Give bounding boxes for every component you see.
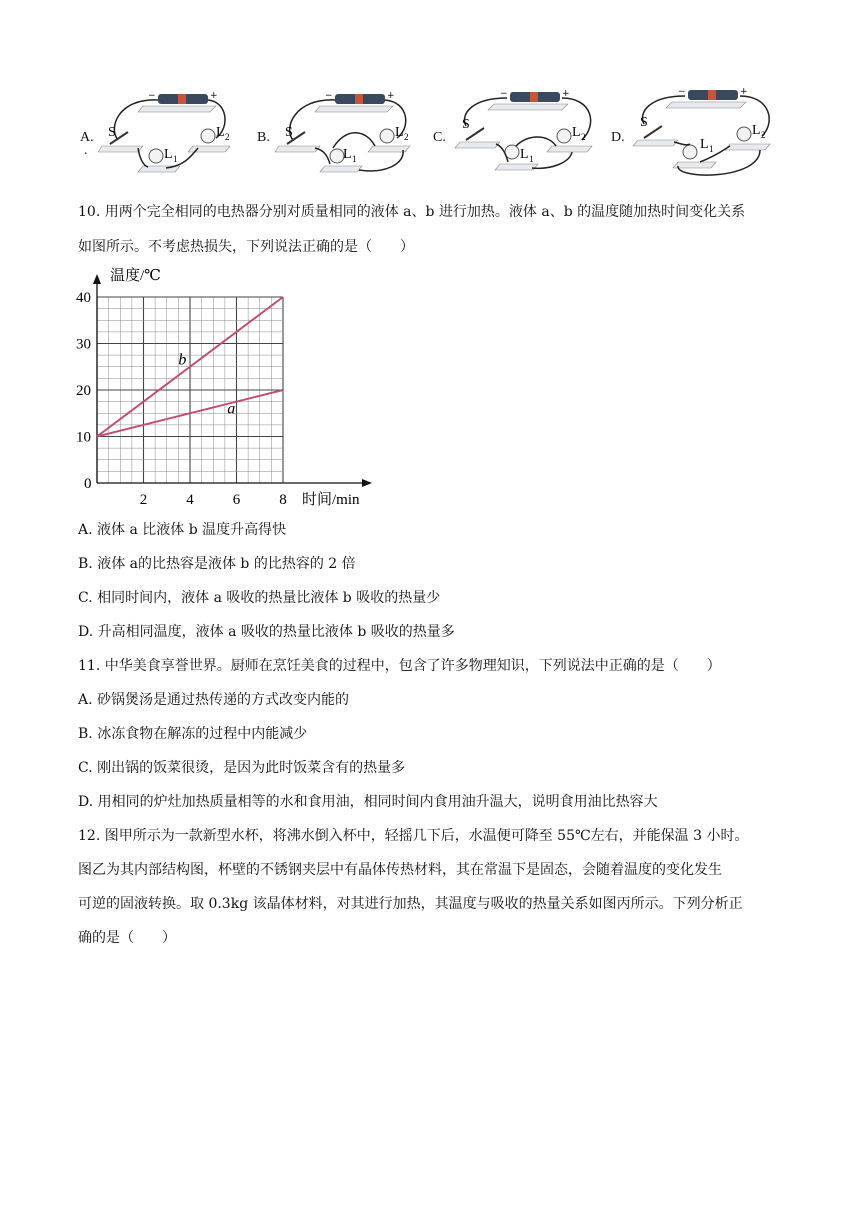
q12-line4: 确的是（ ） bbox=[78, 930, 176, 946]
minus-sign: − bbox=[325, 91, 333, 101]
chart-ticks bbox=[76, 290, 287, 508]
temperature-time-chart bbox=[72, 262, 382, 510]
y-axis-arrow bbox=[93, 274, 101, 284]
minus-sign: − bbox=[678, 87, 686, 97]
lamp1-label: L bbox=[700, 137, 709, 152]
circuit-diagram-b bbox=[275, 88, 415, 183]
minus-sign: − bbox=[148, 91, 156, 101]
circuit-diagram-a bbox=[98, 88, 233, 183]
y-tick-label: 20 bbox=[76, 383, 91, 399]
lamp1-sub: 1 bbox=[352, 154, 357, 164]
minus-sign: − bbox=[500, 89, 508, 99]
switch-label: S bbox=[462, 117, 470, 132]
chart-grid bbox=[97, 297, 283, 483]
q11-option-b: B. 冰冻食物在解冻的过程中内能减少 bbox=[78, 726, 308, 742]
q12-line1: 12. 图甲所示为一款新型水杯，将沸水倒入杯中，轻摇几下后，水温便可降至 55℃左右，并能保温 3 小时。 bbox=[78, 828, 749, 844]
q11-option-c: C. 刚出锅的饭菜很烫，是因为此时饭菜含有的热量多 bbox=[78, 760, 406, 776]
y-tick-label: 30 bbox=[76, 336, 91, 353]
lamp2-sub: 2 bbox=[225, 132, 230, 142]
x-tick-label: 6 bbox=[232, 492, 241, 508]
lamp2-label: L bbox=[395, 125, 404, 140]
lamp2-label: L bbox=[752, 123, 761, 138]
q10-option-d: D. 升高相同温度，液体 a 吸收的热量比液体 b 吸收的热量多 bbox=[78, 624, 455, 640]
x-tick-label: 2 bbox=[139, 492, 148, 508]
q10-stem-line2: 如图所示。不考虑热损失，下列说法正确的是（ ） bbox=[78, 239, 414, 255]
origin-label: 0 bbox=[84, 476, 92, 492]
plus-sign: + bbox=[387, 91, 395, 101]
x-tick-label: 4 bbox=[186, 492, 194, 508]
switch-label: S bbox=[108, 125, 116, 140]
circuit-diagram-c bbox=[452, 84, 600, 184]
y-tick-label: 40 bbox=[76, 290, 91, 306]
q12-line2: 图乙为其内部结构图，杯壁的不锈钢夹层中有晶体传热材料，其在常温下是固态，会随着温度的变化发生 bbox=[78, 862, 722, 878]
lamp1-sub: 1 bbox=[529, 154, 534, 164]
lamp1-sub: 1 bbox=[709, 144, 714, 154]
series-label-b: b bbox=[178, 351, 187, 369]
switch-label: S bbox=[640, 115, 648, 130]
q11-stem: 11. 中华美食享誉世界。厨师在烹饪美食的过程中，包含了许多物理知识，下列说法中正确的是（ ） bbox=[78, 658, 721, 674]
q10-option-a: A. 液体 a 比液体 b 温度升高得快 bbox=[78, 522, 287, 538]
q11-option-a: A. 砂锅煲汤是通过热传递的方式改变内能的 bbox=[78, 692, 350, 708]
lamp1-label: L bbox=[520, 147, 529, 162]
q11-option-d: D. 用相同的炉灶加热质量相等的水和食用油，相同时间内食用油升温大，说明食用油比热容大 bbox=[78, 794, 658, 810]
switch-label: S bbox=[285, 125, 293, 140]
x-axis-arrow bbox=[362, 479, 372, 487]
plus-sign: + bbox=[740, 87, 748, 97]
lamp2-sub: 2 bbox=[581, 132, 586, 142]
q12-line3: 可逆的固液转换。取 0.3kg 该晶体材料，对其进行加热，其温度与吸收的热量关系如图丙所示。下列分析正 bbox=[78, 896, 743, 912]
option-a-label: A. bbox=[80, 130, 94, 145]
lamp2-sub: 2 bbox=[761, 130, 766, 140]
lamp2-label: L bbox=[216, 125, 225, 140]
option-c-label: C. bbox=[433, 130, 446, 145]
y-tick-label: 10 bbox=[76, 429, 91, 446]
q10-option-b: B. 液体 a的比热容是液体 b 的比热容的 2 倍 bbox=[78, 556, 356, 572]
option-d-label: D. bbox=[611, 130, 625, 145]
lamp2-sub: 2 bbox=[404, 132, 409, 142]
circuit-diagram-d bbox=[630, 82, 778, 184]
chart-axes bbox=[93, 274, 372, 487]
plus-sign: + bbox=[210, 91, 218, 101]
q10-stem-line1: 10. 用两个完全相同的电热器分别对质量相同的液体 a、b 进行加热。液体 a、b 的温度随加热时间变化关系 bbox=[78, 204, 746, 220]
y-axis-label: 温度/℃ bbox=[110, 268, 161, 284]
option-b-label: B. bbox=[257, 130, 270, 145]
series-label-a: a bbox=[227, 400, 236, 418]
x-tick-label: 8 bbox=[279, 492, 287, 508]
lamp2-label: L bbox=[572, 125, 581, 140]
lamp1-label: L bbox=[164, 147, 173, 162]
option-a-extra: . bbox=[84, 143, 88, 158]
plus-sign: + bbox=[562, 89, 570, 99]
lamp1-sub: 1 bbox=[173, 154, 178, 164]
q10-option-c: C. 相同时间内，液体 a 吸收的热量比液体 b 吸收的热量少 bbox=[78, 590, 441, 606]
x-axis-label: 时间/min bbox=[302, 492, 360, 508]
lamp1-label: L bbox=[343, 147, 352, 162]
